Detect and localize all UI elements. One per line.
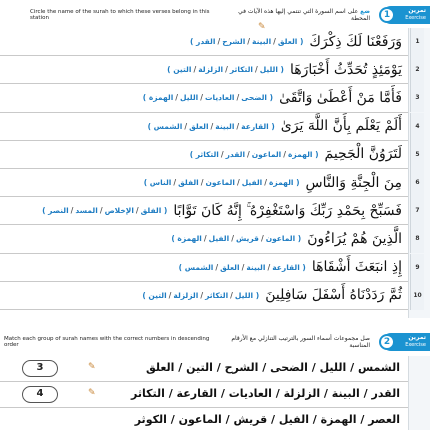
verse-text: إِذِ انبَعَثَ أَشْقَاهَا — [311, 259, 402, 276]
row-marker — [408, 408, 430, 430]
verse-text: لَتَرَوُنَّ الْجَحِيمَ — [324, 146, 402, 163]
instruction-ar: صل مجموعات أسماء السور بالترتيب التنازلي مع الأرقام المناسبة — [231, 335, 370, 349]
verse-row — [0, 169, 420, 197]
verse-text: ثُمَّ رَدَدْنَاهُ أَسْفَلَ سَافِلِينَ — [265, 287, 402, 304]
verse-number: 7 — [410, 197, 424, 225]
surah-group-names: القدر / البينة / الزلزلة / العاديات / القارعة / التكاثر — [130, 387, 400, 400]
surah-option[interactable]: النصر — [48, 206, 69, 216]
exercise-label-en: Exercise — [405, 15, 426, 21]
surah-group-row — [0, 382, 430, 408]
pen-icon: ✎ — [258, 22, 266, 32]
surah-option[interactable]: البينة — [246, 262, 266, 272]
surah-option[interactable]: البينة — [252, 37, 272, 47]
verse-text: يَوْمَئِذٍ تُحَدِّثُ أَخْبَارَهَا — [289, 61, 402, 78]
surah-options: ( الهمزة/الفيل/الماعون/الفلق/الناس ) — [143, 178, 300, 188]
verse-row — [0, 141, 420, 169]
verse-row — [0, 84, 420, 112]
surah-option[interactable]: الهمزة — [148, 93, 174, 103]
exercise-number: 1 — [379, 7, 395, 23]
surah-option[interactable]: الفيل — [241, 178, 263, 188]
exercise-number: 2 — [379, 334, 395, 350]
exercise-1-badge — [382, 6, 430, 24]
verse-text: أَلَمْ يَعْلَم بِأَنَّ اللَّهَ يَرَىٰ — [280, 118, 402, 135]
verse-number: 6 — [410, 169, 424, 197]
row-marker — [408, 356, 430, 382]
surah-option[interactable]: التكاثر — [229, 65, 253, 75]
verse-row — [0, 113, 420, 141]
surah-option[interactable]: الماعون — [265, 234, 296, 244]
surah-option[interactable]: العاديات — [205, 93, 235, 103]
surah-option[interactable]: الفلق — [178, 178, 199, 188]
verse-row — [0, 225, 420, 253]
exercise-1-instruction — [30, 9, 370, 21]
surah-group-row — [0, 408, 430, 430]
surah-option[interactable]: الشمس — [184, 262, 214, 272]
instruction-ar: ضع على اسم السورة التي تنتمي إليها هذه الآيات في المحطة — [238, 8, 370, 22]
verse-number: 3 — [410, 84, 424, 112]
verse-row — [0, 282, 422, 310]
exercise-label-ar: تمرين — [408, 7, 426, 14]
surah-option[interactable]: المسد — [75, 206, 98, 216]
instruction-en: Match each group of surah names with the correct numbers in descending order — [4, 336, 210, 348]
verse-text: فَسَبِّحْ بِحَمْدِ رَبِّكَ وَاسْتَغْفِرْهُ ۚ إِنَّهُ كَانَ تَوَّابًا — [173, 202, 402, 219]
pen-icon: ✎ — [88, 362, 96, 372]
surah-option[interactable]: الشمس — [153, 121, 183, 131]
verse-number: 1 — [410, 28, 424, 56]
verse-row — [0, 28, 420, 56]
verse-number: 8 — [410, 225, 424, 253]
verse-number: 4 — [410, 113, 424, 141]
pen-icon: ✎ — [88, 388, 96, 398]
surah-group-list — [0, 356, 430, 430]
instruction-en: Circle the name of the surah to which these verses belong in this station — [30, 9, 210, 21]
exercise-1-header — [0, 6, 430, 24]
surah-option[interactable]: التكاثر — [205, 290, 229, 300]
surah-option[interactable]: التين — [173, 65, 192, 75]
exercise-2-instruction — [4, 336, 370, 348]
verse-number: 9 — [410, 254, 424, 282]
verse-row — [0, 197, 420, 225]
surah-option[interactable]: الضحى — [241, 93, 268, 103]
verse-text: فَأَمَّا مَنْ أَعْطَىٰ وَاتَّقَىٰ — [279, 89, 402, 106]
verse-number: 10 — [410, 282, 424, 310]
surah-option[interactable]: الماعون — [205, 178, 235, 188]
surah-option[interactable]: الزلزلة — [198, 65, 224, 75]
answer-number-box[interactable]: 3 — [22, 360, 58, 377]
verse-text: الَّذِينَ هُمْ يُرَاءُونَ — [307, 230, 402, 247]
verse-text: وَرَفَعْنَا لَكَ ذِكْرَكَ — [309, 33, 402, 50]
surah-group-row — [0, 356, 430, 382]
surah-option[interactable]: الفيل — [208, 234, 230, 244]
surah-options: ( القارعة/البينة/العلق/الشمس ) — [178, 262, 306, 272]
surah-options: ( العلق/البينة/الشرح/القدر ) — [189, 37, 304, 47]
surah-options: ( الماعون/قريش/الفيل/الهمزة ) — [171, 234, 302, 244]
surah-options: ( الفلق/الإخلاص/المسد/النصر ) — [42, 206, 168, 216]
surah-option[interactable]: الهمزة — [288, 149, 313, 159]
exercise-2-badge — [382, 333, 430, 351]
surah-option[interactable]: الليل — [180, 93, 199, 103]
verse-list — [0, 28, 422, 310]
surah-options: ( الهمزة/الماعون/القدر/التكاثر ) — [189, 149, 319, 159]
surah-option[interactable]: القارعة — [272, 262, 300, 272]
surah-group-names: الشمس / الليل / الضحى / الشرح / التين / العلق — [145, 361, 400, 374]
answer-number-box[interactable]: 4 — [22, 386, 58, 403]
exercise-label-en: Exercise — [405, 342, 426, 348]
verse-number: 2 — [410, 56, 424, 84]
surah-option[interactable]: التين — [148, 290, 167, 300]
surah-options: ( القارعة/البينة/العلق/الشمس ) — [147, 121, 275, 131]
surah-option[interactable]: قريش — [235, 234, 259, 244]
surah-option[interactable]: الإخلاص — [104, 206, 134, 216]
verse-text: مِنَ الْجِنَّةِ وَالنَّاسِ — [305, 174, 402, 191]
row-marker — [408, 382, 430, 408]
surah-option[interactable]: الهمزة — [269, 178, 294, 188]
verse-row — [0, 254, 420, 282]
surah-options: ( الضحى/العاديات/الليل/الهمزة ) — [142, 93, 274, 103]
surah-options: ( الليل/التكاثر/الزلزلة/التين ) — [167, 65, 284, 75]
verse-number: 5 — [410, 141, 424, 169]
exercise-label-ar: تمرين — [408, 334, 426, 341]
surah-option[interactable]: الفلق — [140, 206, 162, 216]
surah-option[interactable]: القدر — [225, 149, 246, 159]
surah-option[interactable]: التكاثر — [195, 149, 219, 159]
surah-option[interactable]: الماعون — [251, 149, 282, 159]
surah-option[interactable]: الليل — [234, 290, 254, 300]
surah-option[interactable]: العلق — [220, 262, 240, 272]
surah-option[interactable]: العلق — [189, 121, 209, 131]
surah-option[interactable]: العلق — [277, 37, 298, 47]
surah-option[interactable]: البينة — [215, 121, 235, 131]
verse-row — [0, 56, 420, 84]
surah-option[interactable]: الشرح — [222, 37, 246, 47]
surah-option[interactable]: القارعة — [241, 121, 269, 131]
surah-group-names: العصر / الهمزة / الفيل / قريش / الماعون / الكوثر — [134, 413, 400, 426]
surah-option[interactable]: الناس — [149, 178, 172, 188]
exercise-2-header — [0, 333, 430, 351]
surah-option[interactable]: الليل — [259, 65, 278, 75]
surah-option[interactable]: الزلزلة — [173, 290, 199, 300]
surah-option[interactable]: الهمزة — [177, 234, 202, 244]
surah-option[interactable]: القدر — [196, 37, 216, 47]
surah-options: ( الليل/التكاثر/الزلزلة/التين ) — [142, 290, 260, 300]
